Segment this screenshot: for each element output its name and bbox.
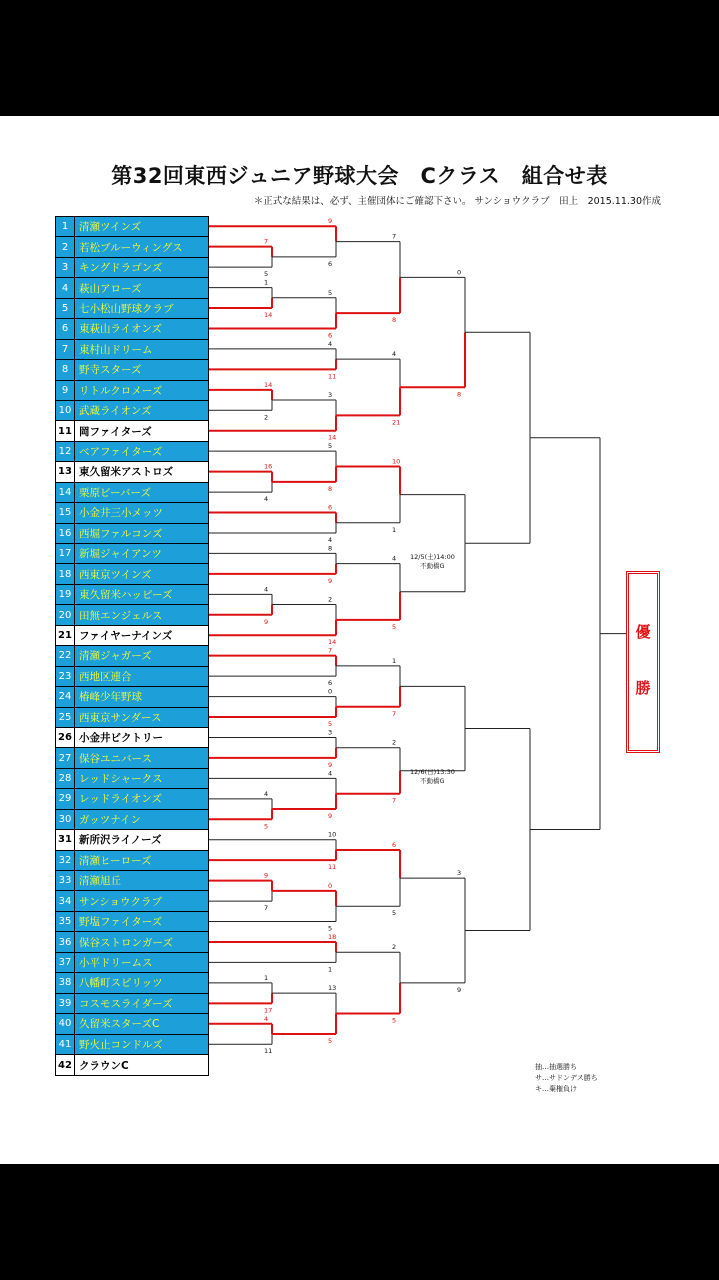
match-score: 6 (328, 259, 333, 268)
team-number: 1 (56, 217, 75, 236)
team-row (56, 932, 208, 952)
team-number: 40 (56, 1014, 75, 1033)
team-number: 33 (56, 871, 75, 890)
team-row (56, 258, 208, 278)
match-score: 13 (328, 984, 337, 993)
team-name: 田無エンジェルス (75, 605, 208, 624)
team-row (56, 340, 208, 360)
match-score: 3 (457, 869, 462, 878)
team-number: 39 (56, 994, 75, 1013)
team-number: 12 (56, 442, 75, 461)
team-row (56, 360, 208, 380)
match-score: 5 (264, 822, 269, 831)
team-number: 41 (56, 1035, 75, 1054)
team-number: 11 (56, 421, 75, 440)
team-row (56, 421, 208, 441)
match-score: 6 (392, 840, 397, 849)
team-number: 32 (56, 851, 75, 870)
team-name: レッドライオンズ (75, 789, 208, 808)
team-row (56, 381, 208, 401)
match-score: 5 (264, 270, 269, 279)
match-score: 8 (392, 316, 397, 325)
match-score: 9 (328, 217, 333, 226)
match-score: 7 (392, 709, 397, 718)
team-name: コスモスライダーズ (75, 994, 208, 1013)
team-row (56, 994, 208, 1014)
match-score: 8 (328, 544, 333, 553)
team-number: 2 (56, 237, 75, 256)
team-number: 26 (56, 728, 75, 747)
team-row (56, 401, 208, 421)
team-row (56, 544, 208, 564)
team-number: 20 (56, 605, 75, 624)
team-name: 野寺スターズ (75, 360, 208, 379)
team-name: 小金井三小メッツ (75, 503, 208, 522)
team-name: 保谷ストロンガーズ (75, 932, 208, 951)
team-name: 東久留米ハッピーズ (75, 585, 208, 604)
champion-char: 勝 (635, 679, 651, 697)
match-score: 18 (328, 932, 337, 941)
match-score: 2 (392, 943, 397, 952)
match-score: 11 (328, 372, 337, 381)
team-row (56, 564, 208, 584)
team-row (56, 687, 208, 707)
venue-place: 不動橋G (420, 776, 445, 785)
team-row (56, 237, 208, 257)
match-score: 1 (392, 525, 397, 534)
team-number: 34 (56, 891, 75, 910)
champion-box (626, 571, 660, 753)
match-score: 16 (264, 462, 273, 471)
team-row (56, 278, 208, 298)
match-score: 14 (328, 433, 337, 442)
legend (535, 1062, 598, 1095)
match-score: 4 (328, 339, 333, 348)
match-score: 0 (328, 881, 333, 890)
match-score: 4 (392, 350, 397, 359)
venue-date: 12/5(土)14:00 (410, 553, 455, 561)
match-score: 2 (392, 738, 397, 747)
team-row (56, 851, 208, 871)
team-row (56, 871, 208, 891)
team-number: 38 (56, 973, 75, 992)
match-score: 4 (264, 495, 269, 504)
match-score: 0 (328, 687, 333, 696)
match-score: 7 (264, 904, 269, 913)
match-score: 5 (392, 622, 397, 631)
team-name: 野火止コンドルズ (75, 1035, 208, 1054)
team-name: リトルクロメーズ (75, 381, 208, 400)
team-name: サンショウクラブ (75, 891, 208, 910)
team-number: 8 (56, 360, 75, 379)
match-score: 3 (328, 391, 333, 400)
match-score: 9 (457, 985, 462, 994)
team-row (56, 1055, 208, 1075)
team-row (56, 953, 208, 973)
champion-char: 優 (635, 623, 651, 641)
match-score: 4 (328, 535, 333, 544)
match-score: 9 (328, 812, 333, 821)
match-score: 5 (328, 288, 333, 297)
team-name: 野塩ファイターズ (75, 912, 208, 931)
team-name: 清瀬ヒーローズ (75, 851, 208, 870)
team-name: 西堀ファルコンズ (75, 524, 208, 543)
team-number: 21 (56, 626, 75, 645)
team-number: 15 (56, 503, 75, 522)
match-score: 8 (328, 484, 333, 493)
team-row (56, 319, 208, 339)
match-score: 4 (264, 789, 269, 798)
match-score: 6 (328, 503, 333, 512)
match-score: 11 (264, 1047, 273, 1056)
match-score: 1 (264, 973, 269, 982)
team-row (56, 912, 208, 932)
team-number: 36 (56, 932, 75, 951)
team-number: 18 (56, 564, 75, 583)
team-name: ガッツナイン (75, 810, 208, 829)
team-name: 椿峰少年野球 (75, 687, 208, 706)
team-row (56, 973, 208, 993)
team-name: 若松ブルーウィングス (75, 237, 208, 256)
team-number: 37 (56, 953, 75, 972)
match-score: 5 (328, 442, 333, 451)
team-row (56, 483, 208, 503)
match-score: 0 (457, 268, 462, 277)
team-row (56, 524, 208, 544)
team-name: 清瀬ツインズ (75, 217, 208, 236)
match-score: 4 (392, 554, 397, 563)
team-name: 清瀬ジャガーズ (75, 646, 208, 665)
team-number: 16 (56, 524, 75, 543)
match-score: 7 (392, 232, 397, 241)
team-number: 31 (56, 830, 75, 849)
match-score: 1 (392, 656, 397, 665)
team-number: 24 (56, 687, 75, 706)
team-name: 栗原ビーバーズ (75, 483, 208, 502)
team-number: 13 (56, 462, 75, 481)
subtitle-note: ＊正式な結果は、必ず、主催団体にご確認下さい。 サンショウクラブ 田上 2015.11.30作成 (253, 196, 661, 207)
team-row (56, 646, 208, 666)
team-name: 清瀬旭丘 (75, 871, 208, 890)
team-row (56, 667, 208, 687)
team-number: 28 (56, 769, 75, 788)
match-score: 1 (264, 278, 269, 287)
team-row (56, 605, 208, 625)
team-row (56, 830, 208, 850)
team-number: 23 (56, 667, 75, 686)
team-name: 保谷ユニバース (75, 748, 208, 767)
match-score: 4 (264, 1014, 269, 1023)
match-score: 9 (328, 576, 333, 585)
legend-item: サ…サドンデス勝ち (535, 1074, 598, 1082)
team-name: ベアファイターズ (75, 442, 208, 461)
team-number: 22 (56, 646, 75, 665)
team-name: 西東京サンダース (75, 708, 208, 727)
team-name: 七小松山野球クラブ (75, 299, 208, 318)
team-number: 5 (56, 299, 75, 318)
match-score: 21 (392, 418, 401, 427)
match-score: 10 (392, 457, 401, 466)
team-row (56, 728, 208, 748)
match-score: 3 (328, 728, 333, 737)
team-name: キングドラゴンズ (75, 258, 208, 277)
team-name: 小金井ビクトリー (75, 728, 208, 747)
team-row (56, 1035, 208, 1055)
team-name: 武蔵ライオンズ (75, 401, 208, 420)
team-name: レッドシャークス (75, 769, 208, 788)
match-score: 14 (264, 380, 273, 389)
team-row (56, 217, 208, 237)
match-score: 11 (328, 863, 337, 872)
match-score: 7 (328, 646, 333, 655)
team-row (56, 810, 208, 830)
team-name: 八幡町スピリッツ (75, 973, 208, 992)
team-row (56, 891, 208, 911)
team-number: 30 (56, 810, 75, 829)
team-number: 4 (56, 278, 75, 297)
venue-place: 不動橋G (420, 561, 445, 570)
team-number: 10 (56, 401, 75, 420)
match-score: 10 (328, 830, 337, 839)
team-row (56, 748, 208, 768)
venue-note-upper (410, 553, 455, 570)
team-number: 42 (56, 1055, 75, 1075)
team-list (55, 216, 209, 1076)
team-number: 14 (56, 483, 75, 502)
team-row (56, 789, 208, 809)
match-score: 4 (264, 585, 269, 594)
venue-note-lower (410, 768, 455, 785)
team-name: 西地区連合 (75, 667, 208, 686)
match-score: 9 (264, 617, 269, 626)
team-row (56, 462, 208, 482)
match-score: 7 (392, 796, 397, 805)
team-row (56, 1014, 208, 1034)
team-row (56, 585, 208, 605)
match-score: 14 (264, 311, 273, 320)
match-score: 6 (328, 679, 333, 688)
match-score: 9 (328, 760, 333, 769)
team-row (56, 769, 208, 789)
team-name: 久留米スターズC (75, 1014, 208, 1033)
team-number: 17 (56, 544, 75, 563)
team-number: 7 (56, 340, 75, 359)
match-score: 2 (264, 413, 269, 422)
team-name: 新所沢ライノーズ (75, 830, 208, 849)
team-row (56, 442, 208, 462)
match-score: 8 (457, 390, 462, 399)
legend-item: キ…棄権負け (535, 1085, 577, 1093)
team-number: 6 (56, 319, 75, 338)
team-row (56, 299, 208, 319)
team-name: 小平ドリームス (75, 953, 208, 972)
tournament-sheet (0, 116, 719, 1164)
team-number: 9 (56, 381, 75, 400)
match-score: 5 (328, 720, 333, 729)
match-score: 2 (328, 595, 333, 604)
match-score: 5 (328, 924, 333, 933)
team-number: 29 (56, 789, 75, 808)
match-score: 17 (264, 1006, 273, 1015)
team-name: 新堀ジャイアンツ (75, 544, 208, 563)
match-score: 1 (328, 965, 333, 974)
match-score: 7 (264, 237, 269, 246)
match-score: 4 (328, 769, 333, 778)
team-name: 東萩山ライオンズ (75, 319, 208, 338)
match-score: 5 (328, 1037, 333, 1045)
match-score: 14 (328, 638, 337, 647)
page-title: 第32回東西ジュニア野球大会 Cクラス 組合せ表 (111, 164, 608, 188)
match-score: 5 (392, 1016, 397, 1025)
team-number: 3 (56, 258, 75, 277)
match-score: 9 (264, 871, 269, 880)
venue-date: 12/6(日)13:30 (410, 768, 455, 776)
legend-item: 抽…抽選勝ち (535, 1063, 577, 1071)
team-name: 西東京ツインズ (75, 564, 208, 583)
team-name: 東久留米アストロズ (75, 462, 208, 481)
match-score: 6 (328, 331, 333, 340)
team-row (56, 708, 208, 728)
team-row (56, 626, 208, 646)
team-name: 東村山ドリーム (75, 340, 208, 359)
team-number: 35 (56, 912, 75, 931)
match-score: 5 (392, 909, 397, 918)
team-name: 萩山アローズ (75, 278, 208, 297)
team-name: クラウンC (75, 1055, 208, 1075)
team-row (56, 503, 208, 523)
team-name: ファイヤーナインズ (75, 626, 208, 645)
team-name: 岡ファイターズ (75, 421, 208, 440)
team-number: 27 (56, 748, 75, 767)
team-number: 19 (56, 585, 75, 604)
team-number: 25 (56, 708, 75, 727)
